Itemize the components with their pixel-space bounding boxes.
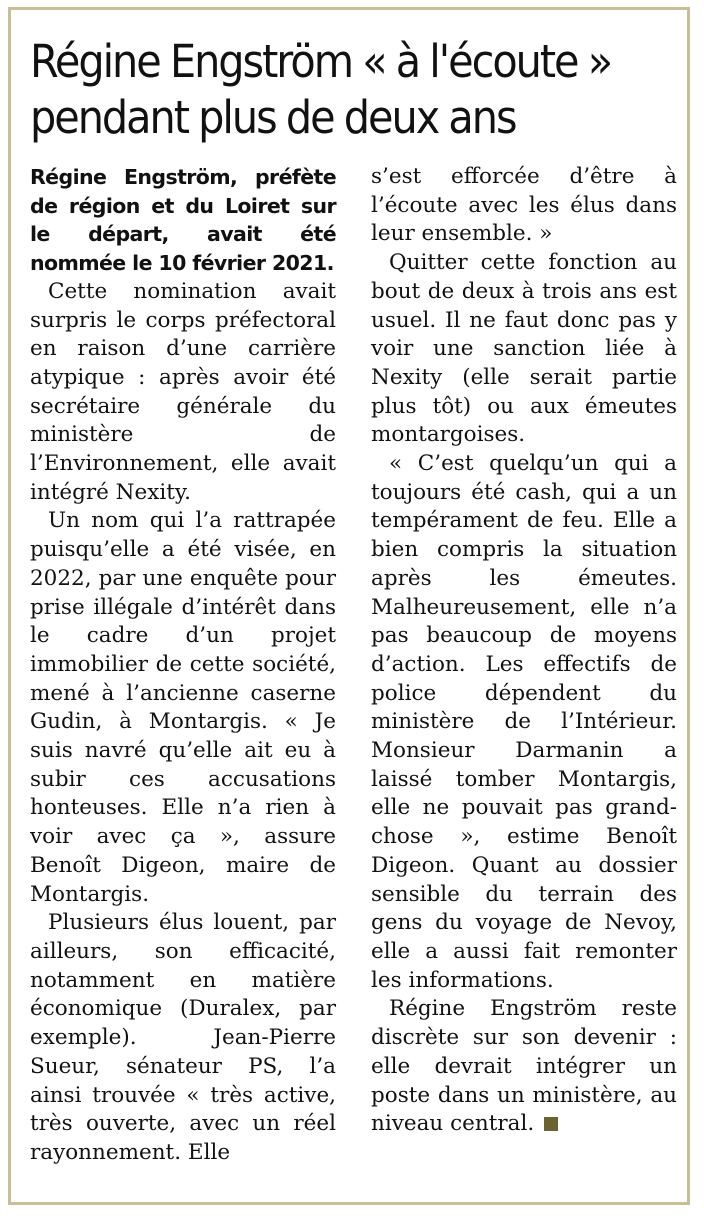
body-paragraph: Quitter cette fonction au bout de deux à trois ans est usuel. Il ne faut donc pas y voir une sanction liée à Nexity (elle serait partie plus tôt) ou aux émeutes montargoises. — [371, 250, 677, 448]
body-paragraph-continuation: s’est efforcée d’être à l’écoute avec les élus dans leur ensemble. » — [371, 164, 677, 247]
right-column — [371, 163, 677, 1139]
body-paragraph: Cette nomination avait surpris le corps préfectoral en raison d’une carrière atypique : après avoir été secrétaire générale du ministère de l’Environnement, elle avait intégré Nexity. — [30, 278, 336, 505]
body-paragraph-last — [371, 995, 677, 1139]
lead-paragraph: Régine Engström, préfète de région et du Loiret sur le départ, avait été nommée le 10 février 2021. — [30, 165, 336, 276]
end-of-article-square-icon — [544, 1117, 558, 1131]
body-paragraph: Un nom qui l’a rattrapée puisqu’elle a été visée, en 2022, par une enquête pour prise illégale d’intérêt dans le cadre d’un projet immobilier de cette société, mené à l’ancienne caserne Gudin, à Montargis. « Je suis navré qu’elle ait eu à subir ces accusations honteuses. Elle n’a rien à voir avec ça », assure Benoît Digeon, maire de Montargis. — [30, 508, 336, 907]
body-paragraph: « C’est quelqu’un qui a toujours été cash, qui a un tempérament de feu. Elle a bien compris la situation après les émeutes. Malheureusement, elle n’a pas beaucoup de moyens d’action. Les effectifs de police dépendent du ministère de l’Intérieur. Monsieur Darmanin a laissé tomber Montargis, elle ne pouvait pas grand-chose », estime Benoît Digeon. Quant au dossier sensible du terrain des gens du voyage de Nevoy, elle a aussi fait remonter les informations. — [371, 451, 677, 993]
body-paragraph-last-text: Régine Engström reste discrète sur son devenir : elle devrait intégrer un poste dans un ministère, au niveau central. — [371, 996, 677, 1137]
body-paragraph: Plusieurs élus louent, par ailleurs, son efficacité, notamment en matière économique (Duralex, par exemple). Jean-Pierre Sueur, sénateur PS, l’a ainsi trouvée « très active, très ouverte, avec un réel rayonnement. Elle — [30, 910, 336, 1165]
headline: Régine Engström « à l'écoute » pendant plus de deux ans — [30, 35, 612, 144]
left-column — [30, 163, 336, 1168]
